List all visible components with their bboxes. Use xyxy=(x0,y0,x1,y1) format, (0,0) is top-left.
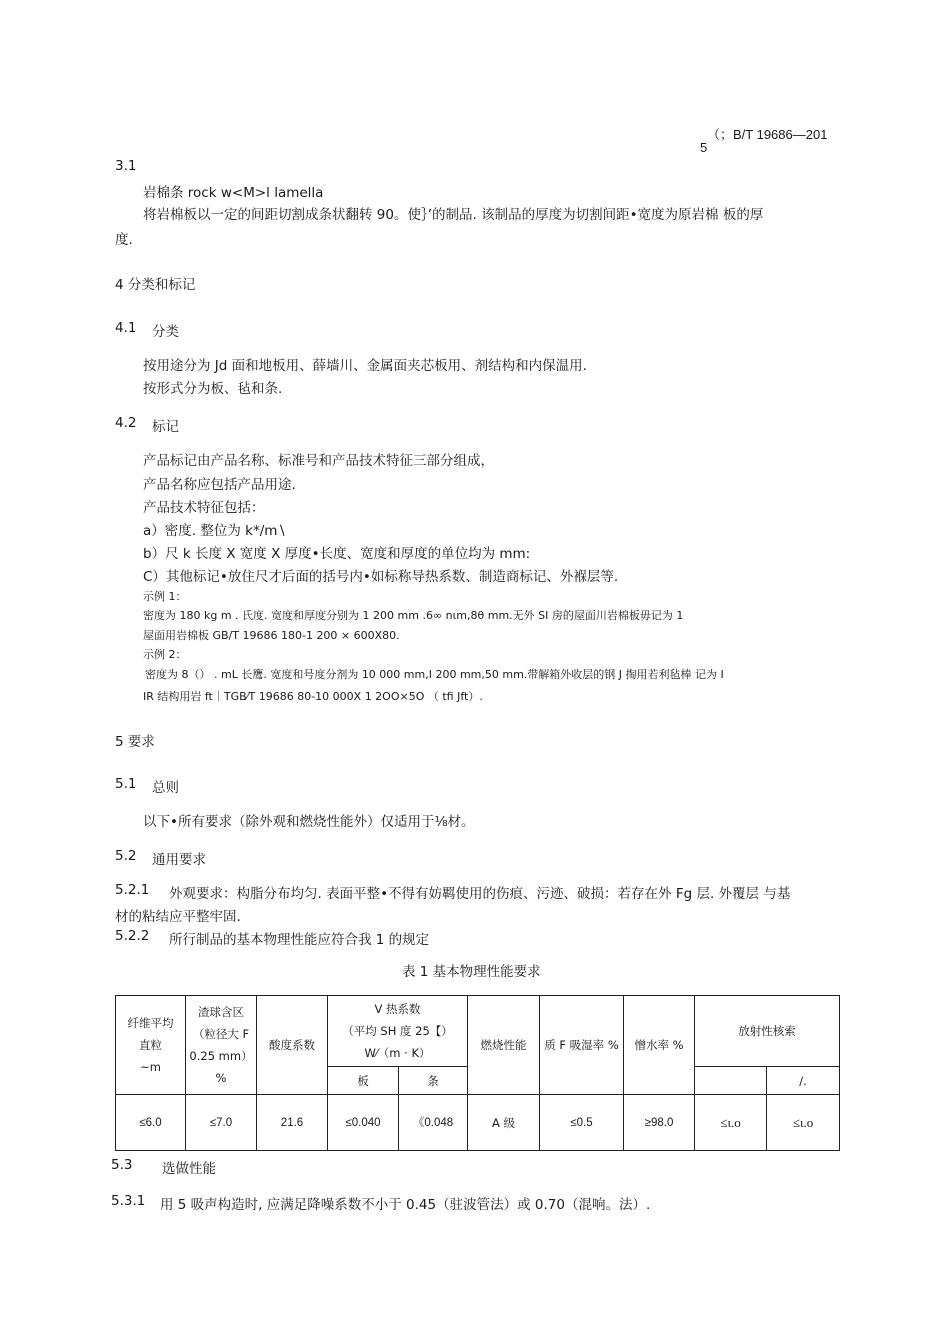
header-radio-sub1 xyxy=(695,1067,767,1095)
value-moisture-absorption: ≤0.5 xyxy=(540,1095,624,1151)
section-title-5-3: 选做性能 xyxy=(162,1161,216,1177)
standard-number: （；B/T 19686—201 xyxy=(707,127,828,142)
marking-item-c: C）其他标记•放住尺才后面的括号内•如标称导热系数、制造商标记、外褓层等. xyxy=(143,569,619,585)
standard-year-suffix: 5 xyxy=(700,140,708,155)
header-combustion: 燃烧性能 xyxy=(468,996,540,1095)
section-title-4-2: 标记 xyxy=(152,419,179,435)
header-hydrophobicity: 憎水率 % xyxy=(624,996,695,1095)
value-slag-content: ≤7.0 xyxy=(186,1095,257,1151)
section-title-5-2: 通用要求 xyxy=(152,852,206,868)
table-caption: 表 1 基本物理性能要求 xyxy=(402,964,541,980)
section-number-4-2: 4.2 xyxy=(115,415,137,431)
term-definition-line1: 将岩棉板以一定的间距切割成条状翻转 90。使｝’的制品. 该制品的厚度为切割间距•宽度为原岩棉 板的厚 xyxy=(143,207,764,223)
classification-line2: 按形式分为板、毡和条. xyxy=(143,381,283,397)
header-acidity: 酸度系数 xyxy=(257,996,328,1095)
marking-line2: 产品名称应包括产品用途. xyxy=(143,477,296,493)
example2-line2: IR 结构用岩 ft｜TGB⁄T 19686 80-10 000X 1 2OO×5O （ tfi Jft）. xyxy=(143,690,483,703)
example2-line1: 密度为 8（） . mL 长鹰. 宽度和号度分剂为 10 000 mm,I 200 mm,50 mm.带解箱外收层的钢 J 掏用若利毡棒 记为 I xyxy=(145,668,724,681)
section-number-5-3-1: 5.3.1 xyxy=(111,1193,146,1209)
table-row xyxy=(116,1095,840,1151)
example1-line1: 密度为 180 kg m . 氏度. 宽度和厚度分别为 1 200 mm .6∞ nιm,8θ mm.无外 SI 房的屋面川岩棉板毋记为 1 xyxy=(143,609,684,622)
header-thermal-conductivity: V 热系数 （平均 SH 度 25【） W⁄（m · K） xyxy=(328,996,468,1067)
example1-title: 示例 1： xyxy=(143,590,187,603)
appearance-requirement-line1: 外观要求：构脂分布均匀. 表面平整•不得有妨羁使用的伤痕、污迹、破损：若存在外 Fg 层. 外覆层 与基 xyxy=(169,886,791,902)
header-strip: 条 xyxy=(399,1067,468,1095)
marking-line1: 产品标记由产品名称、标准号和产品技术特征三部分组成， xyxy=(143,453,494,469)
header-radioactivity: 放射性核索 xyxy=(695,996,840,1067)
example2-title: 示例 2： xyxy=(143,648,187,661)
marking-item-b: b）尺 k 长度 X 宽度 X 厚度•长度、宽度和厚度的单位均为 mm: xyxy=(143,546,531,562)
appearance-requirement-line2: 材的粘结应平整牢固. xyxy=(115,909,241,925)
acoustic-requirement-line: 用 5 吸声构造时, 应满足降噪系数不小于 0.45（驻波管法）或 0.70（混响。法）. xyxy=(160,1197,651,1213)
section-number-5-2: 5.2 xyxy=(115,848,137,864)
table-header-row xyxy=(116,996,840,1067)
section-title-5-1: 总则 xyxy=(152,780,179,796)
physical-property-line: 所行制品的基本物理性能应符合我 1 的规定 xyxy=(169,932,430,948)
physical-properties-table xyxy=(115,995,840,1151)
section-number-5-2-1: 5.2.1 xyxy=(115,882,150,898)
value-combustion: A 级 xyxy=(468,1095,540,1151)
value-conductivity-strip: 《0.048 xyxy=(399,1095,468,1151)
marking-line3: 产品技术特征包括： xyxy=(143,500,265,516)
header-slag-content: 渣球含区 （粒径大 F 0.25 mm）% xyxy=(186,996,257,1095)
section-number-5-3: 5.3 xyxy=(111,1157,133,1173)
header-moisture-absorption: 质 F 吸湿率 % xyxy=(540,996,624,1095)
value-conductivity-board: ≤0.040 xyxy=(328,1095,399,1151)
value-acidity: 21.6 xyxy=(257,1095,328,1151)
marking-item-a: a）密度. 整位为 k*/m∖ xyxy=(143,523,287,539)
header-radio-sub2: /. xyxy=(767,1067,840,1095)
term-definition-line2: 度. xyxy=(115,232,133,248)
section-number-5-2-2: 5.2.2 xyxy=(115,928,150,944)
value-hydrophobicity: ≥98.0 xyxy=(624,1095,695,1151)
value-radio-2: ≤ι.o xyxy=(767,1095,840,1151)
term-title: 岩棉条 rock w<M>l lamella xyxy=(143,185,324,201)
example1-line2: 屋面用岩棉板 GB/T 19686 180-1 200 × 600X80. xyxy=(143,629,400,642)
classification-line1: 按用途分为 Jd 面和地板用、薛墙川、金属面夹芯板用、剂结构和内保温用. xyxy=(143,358,587,374)
general-requirement-line: 以下•所有要求（除外观和燃烧性能外）仅适用于⅛材。 xyxy=(143,814,475,830)
header-board: 板 xyxy=(328,1067,399,1095)
value-radio-1: ≤ι.o xyxy=(695,1095,767,1151)
header-fiber-diameter: 纤维平均 直粒 ~m xyxy=(116,996,186,1095)
section-number-3-1: 3.1 xyxy=(115,158,137,174)
section-title-4-1: 分类 xyxy=(152,324,179,340)
section-number-5-1: 5.1 xyxy=(115,776,137,792)
section-title-4: 4 分类和标记 xyxy=(115,277,196,293)
section-title-5: 5 要求 xyxy=(115,734,155,750)
value-fiber-diameter: ≤6.0 xyxy=(116,1095,186,1151)
section-number-4-1: 4.1 xyxy=(115,320,137,336)
